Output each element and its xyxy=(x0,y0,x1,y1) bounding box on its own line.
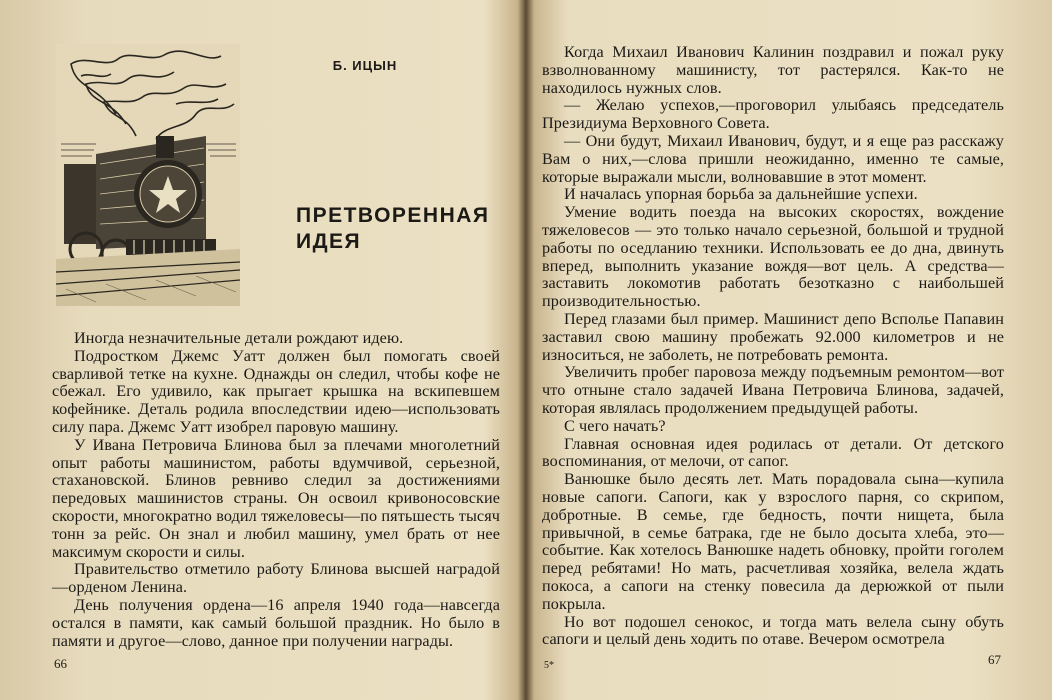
paragraph: Перед глазами был пример. Машинист депо Всполье Папавин заставил свою машину пробежать 92.000 километров и не износиться, не заболеть, не потребовать ремонта. xyxy=(542,309,1004,364)
left-page-text xyxy=(52,330,500,650)
paragraph: Ванюшке было десять лет. Мать порадовала сына—купила новые сапоги. Сапоги, как у взрослого парня, со скрипом, добротные. В семье, где бедность, почти нищета, была привычной, в семье батрака, где не было досыта хлеба, это—событие. Как хотелось Ванюшке надеть обновку, пройти гоголем перед ребятами! Но мать, расчетливая хозяйка, велела ждать покоса, а сапоги на стенку повесила да дерюжкой от пыли покрыла. xyxy=(542,470,1004,613)
right-page xyxy=(526,0,1052,700)
paragraph: Но вот подошел сенокос, и тогда мать велела сыну обуть сапоги и целый день ходить по отаве. Вечером осмотрела xyxy=(542,612,1004,649)
page-number: 66 xyxy=(54,656,67,671)
paragraph: Иногда незначительные детали рождают идею. xyxy=(74,329,404,347)
paragraph: — Желаю успехов,—проговорил улыбаясь председатель Президиума Верховного Совета. xyxy=(542,96,1004,133)
chapter-title: ПРЕТВОРЕННАЯ ИДЕЯ xyxy=(296,204,490,253)
right-page-text xyxy=(542,44,1004,649)
paragraph: — Они будут, Михаил Иванович, будут, и я еще раз расскажу Вам о них,—слова пришли неожиданно, именно те самые, которые выражали мысли, волновавшие в этот момент. xyxy=(542,131,1004,186)
paragraph: И началась упорная борьба за дальнейшие успехи. xyxy=(564,185,918,204)
paragraph: Правительство отметило работу Блинова высшей наградой—орденом Ленина. xyxy=(52,560,500,597)
author-name: Б. ИЦЫН xyxy=(332,58,398,73)
paragraph: Подростком Джемс Уатт должен был помогать своей сварливой тетке на кухне. Однажды он следил, чтобы кофе не сбежал. Его удивило, как прыгает крышка на вскипевшем кофейнике. Деталь родила впоследствии идею—использовать силу пара. Джемс Уатт изобрел паровую машину. xyxy=(52,346,500,436)
paragraph: Когда Михаил Иванович Калинин поздравил и пожал руку взволнованному машинисту, тот растерялся. Как-то не находилось нужных слов. xyxy=(542,43,1004,97)
locomotive-illustration xyxy=(56,44,240,306)
page-number: 67 xyxy=(988,652,1001,667)
paragraph: У Ивана Петровича Блинова был за плечами многолетний опыт работы машинистом, работы вдумчивой, серьезной, стахановской. Блинов ревниво следил за достижениями передовых машинистов страны. Он освоил кривоносовские скорости, многократно водил тяжеловесы—по пятьшесть тысяч тонн за рейс. Он знал и любил машину, умел брать от нее максимум скорости и силы. xyxy=(52,435,500,561)
paragraph: Главная основная идея родилась от детали. От детского воспоминания, от мелочи, от сапог. xyxy=(542,434,1004,471)
paragraph: Умение водить поезда на высоких скоростях, вождение тяжеловесов — это только начало серьезной, большой и трудной работы по оседланию техники. Использовать ее до дна, двинуть вперед, выполнить указание вождя—вот цель. А средства—заставить локомотив работать безотказно с наибольшей производительностью. xyxy=(542,203,1004,311)
paragraph: С чего начать? xyxy=(564,416,666,435)
paragraph: День получения ордена—16 апреля 1940 года—навсегда остался в памяти, как самый большой праздник. Но было в памяти и другое—слово, данное при получении награды. xyxy=(52,595,500,650)
paragraph: Увеличить пробег паровоза между подъемным ремонтом—вот что отныне стало задачей Ивана Петровича Блинова, задачей, которая являлась продолжением предыдущей работы. xyxy=(542,363,1004,417)
printer-signature: 5* xyxy=(544,660,554,671)
